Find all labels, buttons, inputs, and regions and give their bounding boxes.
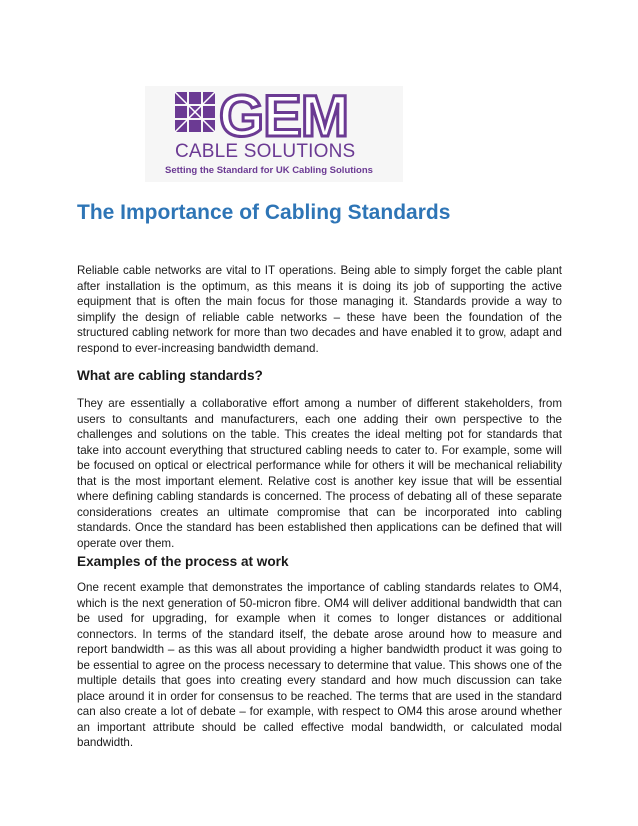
logo-brand: GEM [219,84,349,149]
section-heading: Examples of the process at work [77,554,289,569]
intro-paragraph: Reliable cable networks are vital to IT operations. Being able to simply forget the cable plant after installation is the optimum, as this means it is doing its job of supporting the active equipment that is often the main focus for those managing it. Standards provide a way to simplify the design of reliable cable networks – these have been the foundation of the structured cabling network for more than two decades and have enabled it to grow, adapt and respond to ever-increasing bandwidth demand. [77,264,562,355]
logo-subtitle: CABLE SOLUTIONS [175,141,356,162]
company-logo [145,86,403,182]
logo-tagline: Setting the Standard for UK Cabling Solutions [165,165,373,176]
document-title: The Importance of Cabling Standards [77,201,451,224]
section-paragraph: They are essentially a collaborative effort among a number of different stakeholders, from users to consultants and manufacturers, each one adding their own perspective to the challenges and solutions on the table. This creates the ideal melting pot for standards that take into account everything that structured cabling needs to cater to. For example, some will be focused on optical or electrical performance while for others it will be mechanical reliability that is the most important element. Relative cost is another key issue that will be essential where defining cabling standards is concerned. The process of debating all of these separate considerations creates an ultimate compromise that can be incorporated into cabling standards. Once the standard has been established then applications can be defined that will operate over them. [77,397,562,550]
logo-text-group [145,86,403,182]
section-heading: What are cabling standards? [77,368,263,383]
section-paragraph: One recent example that demonstrates the importance of cabling standards relates to OM4, which is the next generation of 50-micron fibre. OM4 will deliver additional bandwidth that can be used for upgrading, for example when it comes to longer distances or additional connectors. In terms of the standard itself, the debate arose around how to measure and report bandwidth – as this was all about providing a higher bandwidth product it was going to be essential to agree on the process necessary to determine that value. This shows one of the multiple details that goes into creating every standard and how much discussion can take place around it in order for consensus to be reached. The terms that are used in the standard can also create a lot of debate – for example, with respect to OM4 this arose around whether an important attribute should be called effective modal bandwidth, or calculated modal bandwidth. [77,581,562,749]
